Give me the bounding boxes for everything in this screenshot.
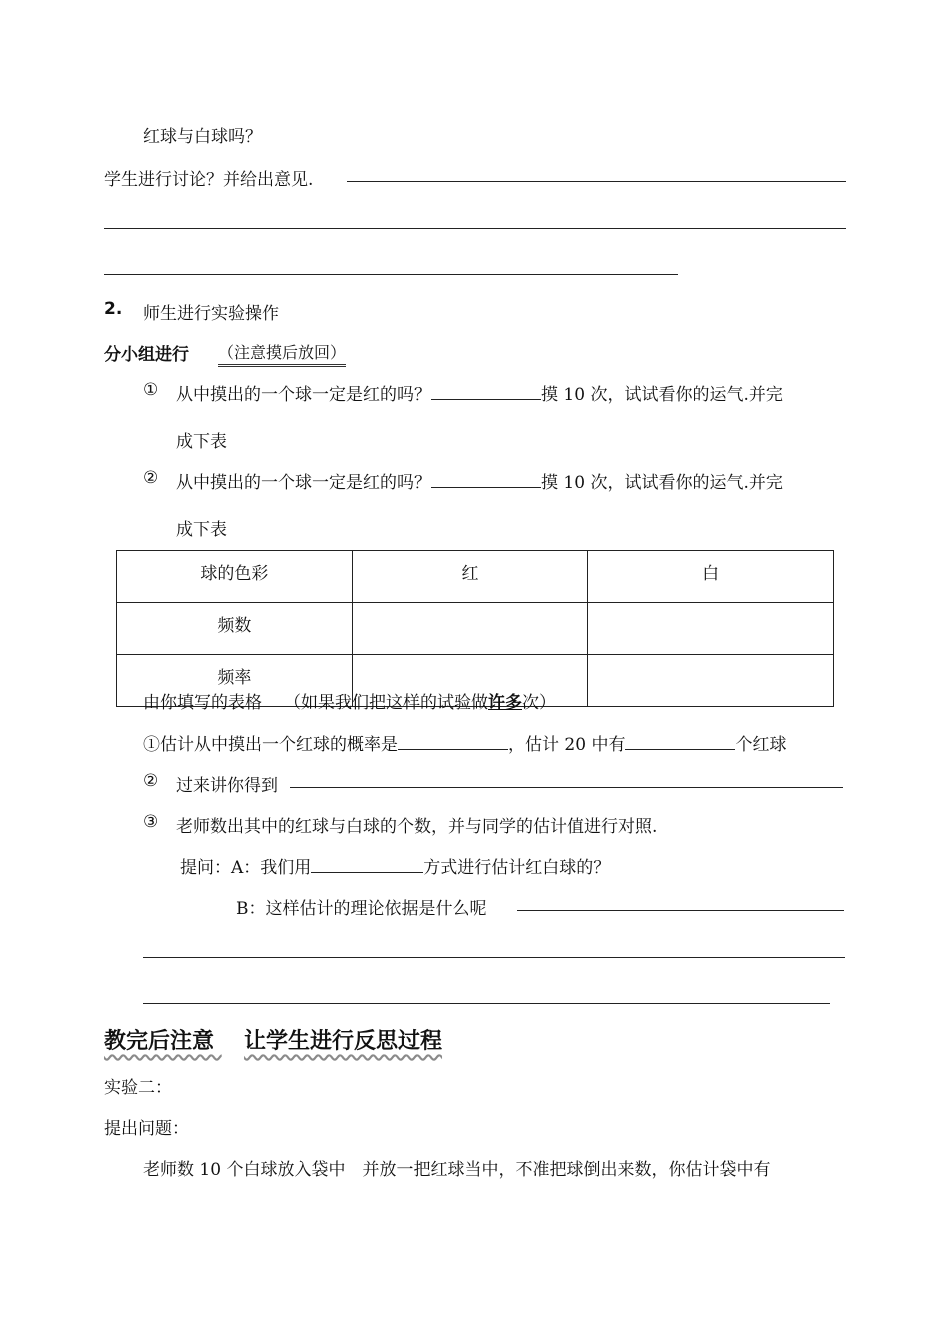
heading-part1: 教完后注意: [104, 1029, 215, 1054]
ask-line: [180, 853, 610, 878]
heading-part2: 让学生进行反思过程: [244, 1029, 443, 1054]
answer-line: [143, 957, 845, 958]
section-title: 师生进行实验操作: [143, 304, 279, 324]
table-header-cell: 红: [352, 551, 588, 603]
frequency-table: [116, 550, 834, 707]
answer-line: [290, 787, 843, 788]
question-text-b: 摸 10 次，试试看你的运气.并完: [541, 385, 783, 405]
answer-blank: [311, 858, 423, 873]
ask-line: B：这样估计的理论依据是什么呢: [236, 899, 487, 919]
table-row: [117, 603, 834, 655]
experiment-body: 老师数 10 个白球放入袋中 并放一把红球当中，不准把球倒出来数，你估计袋中有: [143, 1160, 771, 1180]
intro-paren: （如果我们把这样的试验做: [284, 693, 488, 713]
circle-number: ③: [143, 812, 159, 832]
circle-number: ①: [143, 380, 159, 400]
answer-blank: [625, 735, 735, 750]
ask-text-a: 提问：A：我们用: [180, 858, 312, 878]
answer-line: [517, 910, 844, 911]
intro-text: 由你填写的表格: [143, 693, 262, 713]
estimate-text-a: ①估计从中摸出一个红球的概率是: [143, 735, 398, 755]
answer-line: [104, 274, 678, 275]
table-header-cell: 球的色彩: [117, 551, 353, 603]
answer-line: [143, 1003, 830, 1004]
estimate-text-b: ，估计 20 中有: [508, 735, 626, 755]
circle-number: ②: [143, 468, 159, 488]
table-cell: 频数: [117, 603, 353, 655]
estimate-line: [143, 730, 786, 755]
question-continuation: 成下表: [176, 520, 227, 540]
group-label: 分小组进行: [104, 345, 189, 365]
table-cell[interactable]: [352, 603, 588, 655]
question-label: 提出问题：: [104, 1119, 189, 1139]
section-heading: [104, 1024, 442, 1055]
intro-emphasis: 许多: [488, 693, 522, 713]
table-header-cell: 白: [588, 551, 834, 603]
section-number: 2.: [104, 299, 123, 319]
experiment-title: 实验二：: [104, 1078, 172, 1098]
answer-line: [347, 181, 846, 182]
table-cell[interactable]: [588, 603, 834, 655]
text-line: 过来讲你得到: [176, 776, 278, 796]
intro-end: 次）: [522, 693, 556, 713]
question-text-a: 从中摸出的一个球一定是红的吗？: [176, 473, 431, 493]
question-continuation: 成下表: [176, 432, 227, 452]
question-text: [176, 468, 783, 493]
text-line: [143, 688, 556, 713]
ask-text-b: 方式进行估计红白球的？: [423, 858, 611, 878]
table-cell: 频率: [117, 655, 353, 707]
question-text: [176, 380, 783, 405]
group-note: （注意摸后放回）: [218, 340, 346, 367]
table-header-row: [117, 551, 834, 603]
text-line: 红球与白球吗？: [143, 127, 262, 147]
estimate-text-c: 个红球: [735, 735, 787, 755]
answer-blank: [431, 385, 541, 400]
circle-number: ②: [143, 771, 159, 791]
answer-blank: [398, 735, 508, 750]
question-text-b: 摸 10 次，试试看你的运气.并完: [541, 473, 783, 493]
question-text-a: 从中摸出的一个球一定是红的吗？: [176, 385, 431, 405]
text-line: 学生进行讨论？并给出意见.: [104, 170, 314, 190]
answer-line: [104, 228, 846, 229]
text-line: 老师数出其中的红球与白球的个数，并与同学的估计值进行对照.: [176, 817, 658, 837]
table-cell[interactable]: [588, 655, 834, 707]
answer-blank: [431, 473, 541, 488]
